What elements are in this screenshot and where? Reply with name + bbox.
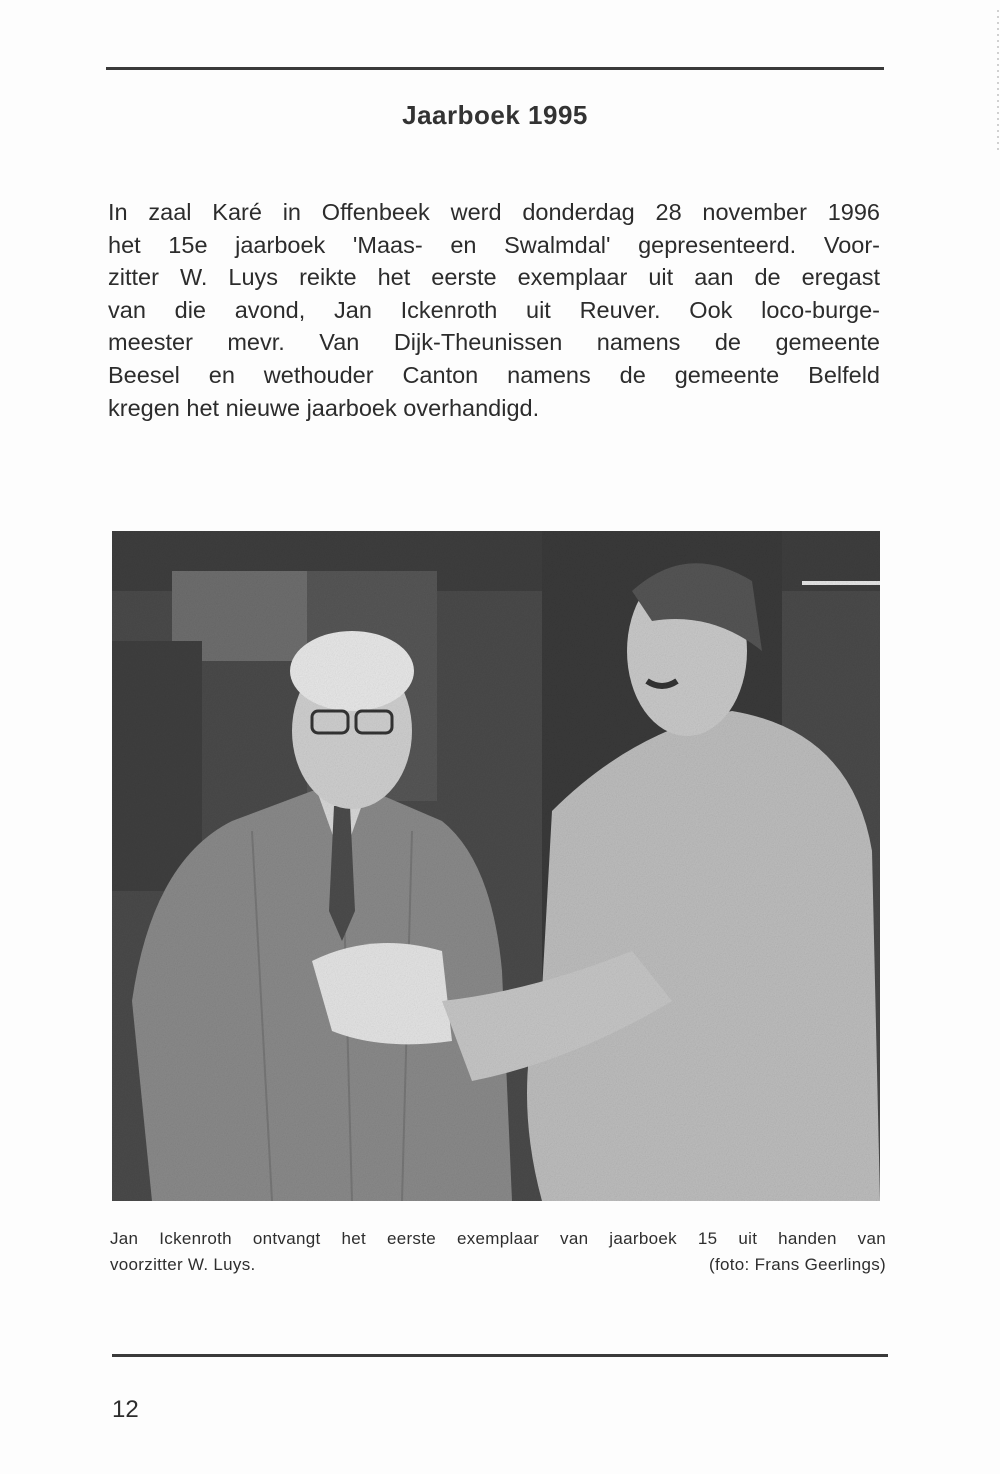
caption-subject: voorzitter W. Luys. <box>110 1255 256 1274</box>
page-title: Jaarboek 1995 <box>402 100 588 130</box>
body-paragraph <box>108 196 880 424</box>
caption-line: Jan Ickenroth ontvangt het eerste exemplaar van jaarboek 15 uit handen van <box>110 1229 886 1248</box>
caption-line <box>110 1252 886 1278</box>
body-line: kregen het nieuwe jaarboek overhandigd. <box>108 394 540 421</box>
bottom-rule <box>112 1354 888 1357</box>
body-line: In zaal Karé in Offenbeek werd donderdag 28 november 1996 <box>108 199 880 225</box>
body-line: van die avond, Jan Ickenroth uit Reuver. Ook loco-burge- <box>108 296 880 323</box>
scan-margin-marks <box>997 10 999 150</box>
body-line: zitter W. Luys reikte het eerste exemplaar uit aan de eregast <box>108 264 880 291</box>
page-number: 12 <box>112 1396 139 1423</box>
photo-image <box>112 531 880 1201</box>
photo-caption <box>110 1226 886 1278</box>
photo-credit: (foto: Frans Geerlings) <box>709 1255 886 1274</box>
body-line: het 15e jaarboek 'Maas- en Swalmdal' gepresenteerd. Voor- <box>108 231 880 258</box>
body-line: meester mevr. Van Dijk-Theunissen namens de gemeente <box>108 329 880 356</box>
photo <box>112 531 880 1201</box>
top-rule <box>106 67 884 70</box>
body-line: Beesel en wethouder Canton namens de gemeente Belfeld <box>108 361 880 388</box>
